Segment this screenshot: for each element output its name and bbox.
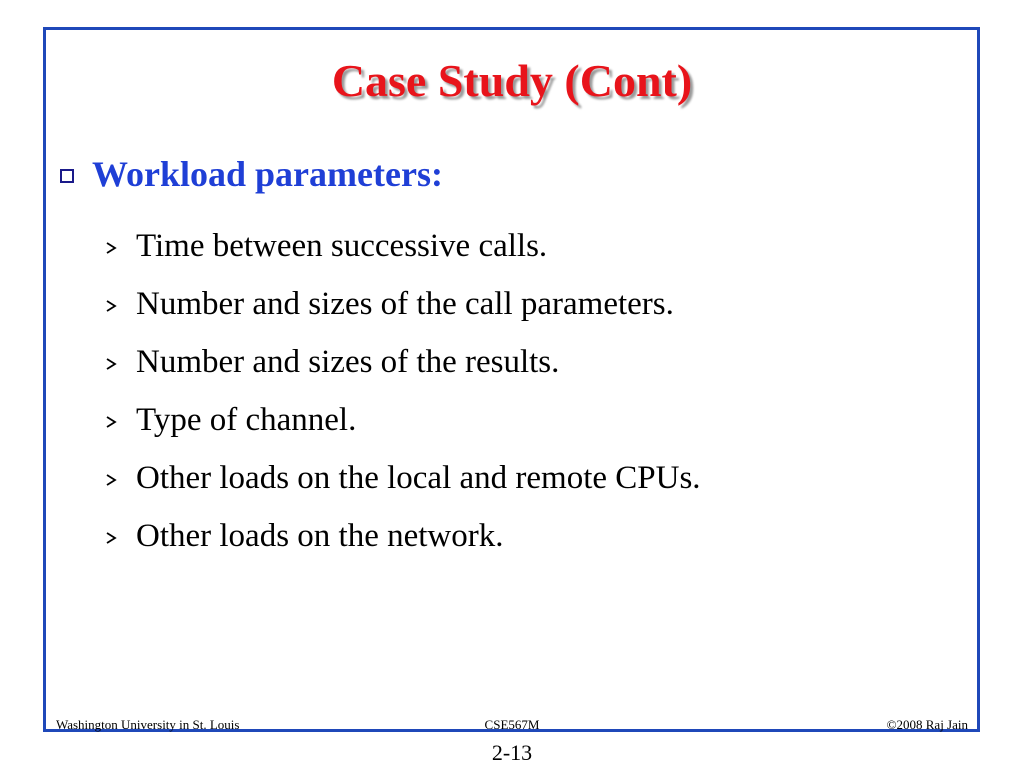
main-bullet-label: Workload parameters: <box>92 154 443 194</box>
arrow-bullet-icon <box>104 241 118 255</box>
footer-course: CSE567M <box>484 717 540 732</box>
arrow-bullet-icon <box>104 473 118 487</box>
sub-bullet-text: Number and sizes of the results. <box>136 343 560 380</box>
sub-bullet-list <box>104 217 701 565</box>
main-bullet <box>60 156 443 192</box>
sub-bullet-item <box>104 217 701 275</box>
arrow-bullet-icon <box>104 415 118 429</box>
sub-bullet-item <box>104 507 701 565</box>
sub-bullet-item <box>104 449 701 507</box>
checkbox-icon <box>60 169 74 183</box>
footer-institution: Washington University in St. Louis <box>56 717 240 732</box>
sub-bullet-text: Time between successive calls. <box>136 227 548 264</box>
arrow-bullet-icon <box>104 531 118 545</box>
arrow-bullet-icon <box>104 357 118 371</box>
arrow-bullet-icon <box>104 299 118 313</box>
sub-bullet-text: Type of channel. <box>136 401 357 438</box>
sub-bullet-item <box>104 275 701 333</box>
sub-bullet-item <box>104 391 701 449</box>
sub-bullet-item <box>104 333 701 391</box>
sub-bullet-text: Number and sizes of the call parameters. <box>136 285 674 322</box>
footer-copyright: ©2008 Raj Jain <box>886 717 968 732</box>
slide-title: Case Study (Cont) <box>331 55 693 106</box>
page-number: 2-13 <box>491 740 533 765</box>
sub-bullet-text: Other loads on the network. <box>136 517 504 554</box>
sub-bullet-text: Other loads on the local and remote CPUs. <box>136 459 701 496</box>
